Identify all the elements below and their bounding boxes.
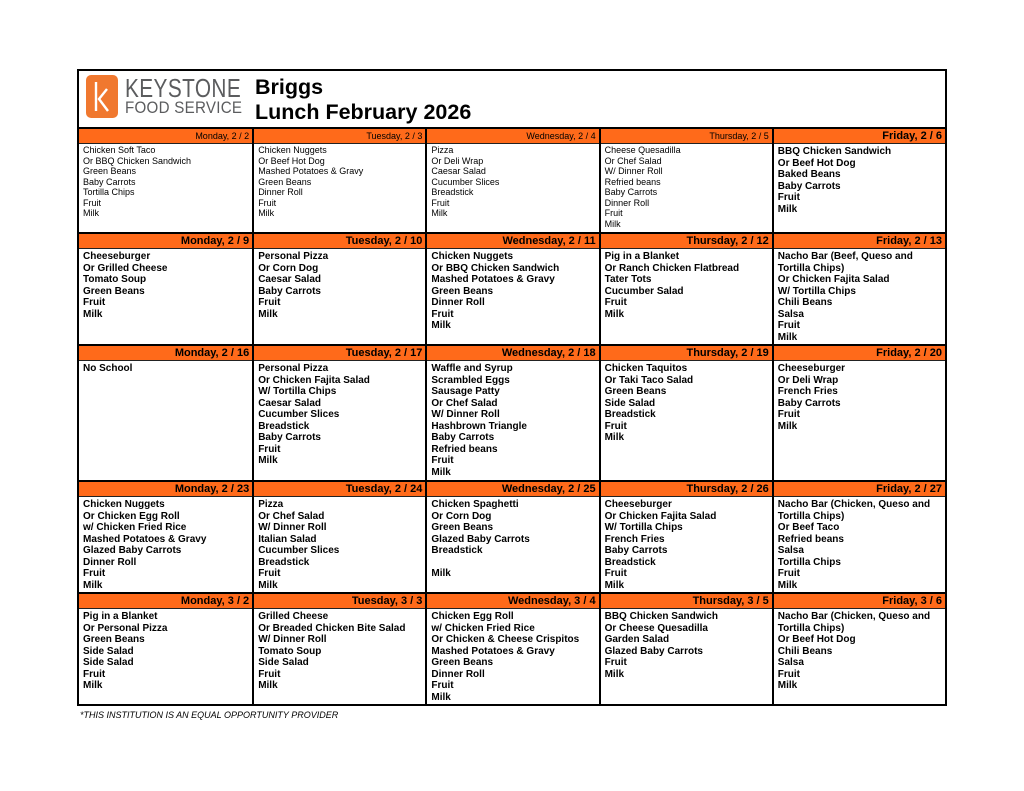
day-header-label: Thursday, 2 / 5	[601, 129, 772, 144]
menu-item: Cucumber Slices	[258, 409, 340, 420]
menu-item: Or Chicken Egg Roll	[83, 510, 180, 522]
menu-item: Fruit	[258, 568, 281, 579]
menu-item: Fruit	[777, 320, 801, 331]
menu-item: Fruit	[258, 197, 277, 208]
menu-item: Caesar Salad	[258, 397, 322, 409]
menu-item: Or Beef Hot Dog	[777, 157, 856, 169]
menu-item: Cucumber Salad	[604, 285, 684, 297]
menu-item: Or Taki Taco Salad	[604, 374, 694, 386]
day-menu	[254, 249, 425, 320]
menu-item: Or Deli Wrap	[777, 374, 839, 386]
menu-item: Glazed Baby Carrots	[604, 645, 703, 657]
menu-item: W/ Tortilla Chips	[604, 522, 683, 533]
menu-item: Dinner Roll	[83, 556, 137, 568]
menu-item: Dinner Roll	[431, 297, 485, 308]
menu-title: Lunch February 2026	[255, 100, 472, 124]
day-menu	[427, 497, 598, 580]
menu-item: Chicken Egg Roll	[431, 611, 514, 622]
day-cell	[425, 129, 598, 232]
menu-item: Or Grilled Cheese	[83, 262, 168, 274]
menu-item: W/ Tortilla Chips	[777, 285, 856, 297]
menu-item: Tortilla Chips	[83, 187, 135, 197]
menu-item: Or Chicken Fajita Salad	[258, 374, 370, 386]
menu-item: Fruit	[83, 197, 101, 208]
menu-item: Milk	[83, 579, 103, 591]
day-menu	[601, 144, 772, 229]
day-menu	[254, 361, 425, 467]
menu-item: Refried beans	[777, 533, 844, 545]
day-menu	[601, 497, 772, 591]
menu-item: Personal Pizza	[258, 363, 329, 374]
menu-item: Cheeseburger	[604, 499, 672, 510]
menu-item: Fruit	[604, 297, 627, 308]
menu-item: Milk	[431, 568, 451, 579]
menu-item: Green Beans	[431, 657, 494, 668]
menu-item: W/ Tortilla Chips	[258, 386, 337, 397]
menu-item: Mashed Potatoes & Gravy	[431, 274, 555, 285]
menu-item: Nacho Bar (Beef, Queso and	[777, 251, 913, 262]
menu-item: Milk	[604, 668, 625, 680]
day-cell	[599, 346, 772, 480]
day-cell	[79, 346, 252, 480]
day-cell	[599, 482, 772, 592]
day-cell	[79, 482, 252, 592]
menu-item: Milk	[777, 203, 798, 215]
menu-item: Tortilla Chips	[777, 556, 841, 568]
menu-item: Hashbrown Triangle	[431, 420, 527, 432]
day-menu	[79, 249, 252, 320]
brand-name: KEYSTONE	[125, 73, 242, 103]
menu-item: Cheeseburger	[83, 251, 151, 262]
day-header-label: Monday, 2 / 23	[79, 482, 252, 497]
menu-item: Refried beans	[431, 443, 498, 455]
day-header-label: Monday, 3 / 2	[79, 594, 252, 609]
menu-item: Or Personal Pizza	[83, 622, 168, 634]
menu-item: Caesar Salad	[431, 166, 486, 176]
menu-item: W/ Dinner Roll	[258, 522, 327, 533]
menu-item: Nacho Bar (Chicken, Queso and	[777, 499, 931, 510]
menu-item: Fruit	[431, 197, 450, 208]
menu-item: Tater Tots	[604, 274, 652, 285]
menu-item: Fruit	[258, 668, 281, 680]
menu-item: Garden Salad	[604, 634, 670, 645]
day-header-label: Friday, 2 / 20	[774, 346, 945, 361]
day-menu	[601, 609, 772, 680]
menu-item: Or Chef Salad	[258, 510, 325, 522]
menu-item: Tortilla Chips)	[777, 262, 845, 274]
day-menu	[774, 361, 945, 432]
menu-item: Sausage Patty	[431, 386, 500, 397]
day-cell	[425, 482, 598, 592]
menu-item: W/ Dinner Roll	[431, 409, 500, 420]
menu-item: Chili Beans	[777, 297, 833, 308]
menu-item: Fruit	[431, 680, 454, 691]
menu-item: Milk	[604, 579, 625, 591]
day-cell	[599, 234, 772, 344]
day-cell	[425, 234, 598, 344]
menu-item: Milk	[604, 218, 621, 229]
day-menu	[427, 144, 598, 219]
day-cell	[772, 594, 945, 704]
menu-item: Chicken Soft Taco	[83, 145, 156, 155]
menu-item: Milk	[83, 680, 103, 691]
day-menu	[601, 249, 772, 320]
day-menu	[427, 609, 598, 703]
day-menu	[601, 361, 772, 444]
menu-item: Salsa	[777, 657, 804, 668]
menu-item: Green Beans	[83, 166, 137, 176]
menu-item: Dinner Roll	[258, 187, 303, 197]
menu-item: Side Salad	[258, 657, 309, 668]
menu-item: Milk	[83, 308, 103, 320]
day-header-label: Friday, 3 / 6	[774, 594, 945, 609]
menu-item: Pizza	[258, 499, 284, 510]
menu-item: Chicken Nuggets	[258, 145, 327, 155]
menu-item: Nacho Bar (Chicken, Queso and	[777, 611, 931, 622]
menu-item: Milk	[777, 680, 798, 691]
menu-item: Baby Carrots	[604, 545, 668, 556]
menu-item: Mashed Potatoes & Gravy	[83, 533, 207, 545]
menu-item: Breadstick	[604, 556, 656, 568]
school-name: Briggs	[255, 75, 324, 99]
day-cell	[599, 129, 772, 232]
menu-item: Baked Beans	[777, 169, 841, 180]
menu-item: Fruit	[777, 409, 801, 420]
day-cell	[252, 129, 425, 232]
menu-item: Baby Carrots	[258, 432, 321, 443]
day-cell	[772, 234, 945, 344]
menu-item: Mashed Potatoes & Gravy	[258, 166, 364, 176]
week-row	[79, 480, 945, 592]
menu-item: Fruit	[604, 568, 627, 579]
day-menu	[427, 361, 598, 478]
menu-item: Green Beans	[431, 285, 494, 297]
menu-item: Or Beef Taco	[777, 522, 840, 533]
menu-item: Milk	[258, 308, 278, 320]
menu-item: Or Ranch Chicken Flatbread	[604, 262, 740, 274]
menu-item: Side Salad	[83, 657, 134, 668]
week-row	[79, 344, 945, 480]
menu-item: Tomato Soup	[83, 274, 147, 285]
menu-item: Breadstick	[258, 420, 310, 432]
menu-item: Side Salad	[83, 645, 134, 657]
menu-item: w/ Chicken Fried Rice	[83, 522, 187, 533]
menu-item: Or Chef Salad	[604, 155, 662, 166]
menu-item: Milk	[604, 308, 625, 320]
menu-item: Baby Carrots	[777, 397, 841, 409]
menu-item: Fruit	[431, 308, 454, 320]
menu-item: Breadstick	[431, 545, 483, 556]
menu-item: Fruit	[83, 297, 106, 308]
menu-item: Fruit	[258, 297, 281, 308]
menu-item: Refried beans	[604, 176, 661, 187]
menu-item: Cheese Quesadilla	[604, 145, 681, 155]
menu-item: Milk	[431, 208, 448, 218]
menu-item	[431, 557, 598, 569]
day-header-label: Wednesday, 2 / 11	[427, 234, 598, 249]
menu-item: Chicken Nuggets	[431, 251, 514, 262]
menu-item: Green Beans	[431, 522, 494, 533]
menu-item: Cucumber Slices	[431, 176, 500, 187]
menu-item: Or Beef Hot Dog	[258, 155, 325, 166]
day-menu	[79, 144, 252, 219]
menu-item: Or Chicken Fajita Salad	[777, 274, 890, 285]
menu-item: Green Beans	[83, 634, 145, 645]
menu-item: Breadstick	[431, 187, 474, 197]
menu-item: Fruit	[604, 208, 623, 218]
menu-item: Glazed Baby Carrots	[431, 533, 530, 545]
calendar-header	[79, 71, 945, 127]
day-cell	[252, 482, 425, 592]
menu-item: Milk	[258, 455, 278, 466]
day-menu	[79, 609, 252, 692]
day-menu	[254, 144, 425, 219]
menu-item: Or Deli Wrap	[431, 155, 484, 166]
week-row	[79, 232, 945, 344]
day-menu	[79, 361, 252, 375]
day-menu	[774, 497, 945, 591]
menu-item: Or Chef Salad	[431, 397, 498, 409]
footer-disclaimer: *THIS INSTITUTION IS AN EQUAL OPPORTUNITY PROVIDER	[80, 710, 339, 720]
menu-item: Or Cheese Quesadilla	[604, 622, 708, 634]
menu-item: Pig in a Blanket	[604, 251, 680, 262]
menu-item: Fruit	[604, 657, 627, 668]
menu-item: Milk	[604, 432, 625, 443]
day-cell	[772, 129, 945, 232]
menu-item: Green Beans	[258, 176, 312, 187]
menu-item: Or Breaded Chicken Bite Salad	[258, 622, 406, 634]
day-header-label: Wednesday, 2 / 25	[427, 482, 598, 497]
day-header-label: Friday, 2 / 27	[774, 482, 945, 497]
menu-item: Fruit	[83, 568, 106, 579]
menu-item: Salsa	[777, 308, 804, 320]
menu-item: Grilled Cheese	[258, 611, 329, 622]
menu-item: Or Beef Hot Dog	[777, 634, 856, 645]
menu-item: Chili Beans	[777, 645, 833, 657]
day-header-label: Thursday, 2 / 26	[601, 482, 772, 497]
menu-item: Or BBQ Chicken Sandwich	[83, 155, 192, 166]
menu-item: Breadstick	[604, 409, 656, 420]
day-header-label: Tuesday, 2 / 10	[254, 234, 425, 249]
day-cell	[252, 594, 425, 704]
day-header-label: Tuesday, 3 / 3	[254, 594, 425, 609]
day-cell	[772, 482, 945, 592]
day-cell	[79, 594, 252, 704]
menu-item: Glazed Baby Carrots	[83, 545, 182, 556]
menu-item: BBQ Chicken Sandwich	[604, 611, 718, 622]
menu-item: Waffle and Syrup	[431, 363, 513, 374]
day-cell	[772, 346, 945, 480]
menu-item: BBQ Chicken Sandwich	[777, 146, 892, 157]
day-header-label: Tuesday, 2 / 17	[254, 346, 425, 361]
menu-item: Milk	[258, 579, 278, 591]
menu-item: Dinner Roll	[604, 197, 650, 208]
menu-item: Baby Carrots	[604, 187, 658, 197]
day-cell	[425, 346, 598, 480]
brand-tagline: FOOD SERVICE	[125, 98, 243, 117]
menu-item: Fruit	[83, 668, 106, 680]
menu-item: Pizza	[431, 145, 454, 155]
menu-item: Pig in a Blanket	[83, 611, 158, 622]
menu-item: Mashed Potatoes & Gravy	[431, 645, 555, 657]
menu-item: Chicken Spaghetti	[431, 499, 519, 510]
menu-item: Fruit	[777, 192, 801, 203]
day-menu	[774, 609, 945, 692]
day-menu	[774, 249, 945, 343]
week-row	[79, 592, 945, 704]
lunch-menu-calendar	[77, 69, 947, 706]
menu-item: Cheeseburger	[777, 363, 846, 374]
menu-item: Dinner Roll	[431, 668, 485, 680]
menu-item: Milk	[431, 466, 451, 478]
menu-item: Chicken Nuggets	[83, 499, 165, 510]
menu-item: Milk	[777, 579, 798, 591]
menu-item: Milk	[83, 208, 99, 218]
menu-item: Baby Carrots	[431, 432, 495, 443]
day-cell	[79, 129, 252, 232]
day-menu	[254, 609, 425, 692]
day-header-label: Monday, 2 / 16	[79, 346, 252, 361]
menu-item: Or BBQ Chicken Sandwich	[431, 262, 560, 274]
day-menu	[774, 144, 945, 215]
calendar-grid	[79, 127, 945, 704]
menu-item: W/ Dinner Roll	[258, 634, 327, 645]
menu-item: Scrambled Eggs	[431, 374, 510, 386]
menu-item: French Fries	[777, 386, 838, 397]
day-menu	[427, 249, 598, 332]
menu-item: Fruit	[258, 443, 281, 455]
day-header-label: Wednesday, 2 / 18	[427, 346, 598, 361]
menu-item: Fruit	[777, 668, 801, 680]
menu-item: Italian Salad	[258, 533, 317, 545]
menu-item: Breadstick	[258, 556, 310, 568]
menu-item: Milk	[258, 680, 278, 691]
day-menu	[79, 497, 252, 591]
menu-item: Baby Carrots	[83, 176, 136, 187]
menu-item: Or Corn Dog	[431, 510, 492, 522]
menu-item: Chicken Taquitos	[604, 363, 688, 374]
menu-item: Milk	[777, 420, 798, 432]
day-cell	[252, 234, 425, 344]
menu-item: Caesar Salad	[258, 274, 322, 285]
day-header-label: Friday, 2 / 6	[774, 129, 945, 144]
day-header-label: Tuesday, 2 / 3	[254, 129, 425, 144]
menu-item: Fruit	[604, 420, 627, 432]
menu-item: Fruit	[431, 455, 454, 466]
menu-item: Baby Carrots	[258, 285, 321, 297]
day-header-label: Tuesday, 2 / 24	[254, 482, 425, 497]
day-header-label: Thursday, 2 / 12	[601, 234, 772, 249]
menu-item: Milk	[258, 208, 275, 218]
day-header-label: Friday, 2 / 13	[774, 234, 945, 249]
day-cell	[599, 594, 772, 704]
menu-item: Cucumber Slices	[258, 545, 340, 556]
menu-item: No School	[83, 363, 133, 374]
menu-item: Or Chicken Fajita Salad	[604, 510, 717, 522]
menu-item: Or Corn Dog	[258, 262, 319, 274]
menu-item: Personal Pizza	[258, 251, 329, 262]
menu-item: Tomato Soup	[258, 645, 322, 657]
menu-item: Milk	[431, 691, 451, 703]
day-menu	[254, 497, 425, 591]
menu-item: Side Salad	[604, 397, 656, 409]
day-cell	[425, 594, 598, 704]
day-cell	[252, 346, 425, 480]
day-cell	[79, 234, 252, 344]
day-header-label: Thursday, 3 / 5	[601, 594, 772, 609]
keystone-k-icon	[86, 75, 118, 118]
menu-item: Milk	[431, 320, 451, 331]
menu-item: Green Beans	[604, 386, 667, 397]
day-header-label: Monday, 2 / 2	[79, 129, 252, 144]
menu-item: Or Chicken & Cheese Crispitos	[431, 634, 580, 645]
menu-item: W/ Dinner Roll	[604, 166, 663, 176]
menu-item: Fruit	[777, 568, 801, 579]
menu-item: Baby Carrots	[777, 180, 841, 192]
menu-item: Milk	[777, 331, 798, 343]
week-row	[79, 127, 945, 232]
menu-item: Green Beans	[83, 285, 145, 297]
menu-item: Salsa	[777, 545, 804, 556]
menu-item: Tortilla Chips)	[777, 510, 845, 522]
menu-item: Tortilla Chips)	[777, 622, 845, 634]
day-header-label: Wednesday, 2 / 4	[427, 129, 598, 144]
day-header-label: Monday, 2 / 9	[79, 234, 252, 249]
menu-item: w/ Chicken Fried Rice	[431, 622, 535, 634]
day-header-label: Wednesday, 3 / 4	[427, 594, 598, 609]
menu-item: French Fries	[604, 533, 665, 545]
day-header-label: Thursday, 2 / 19	[601, 346, 772, 361]
